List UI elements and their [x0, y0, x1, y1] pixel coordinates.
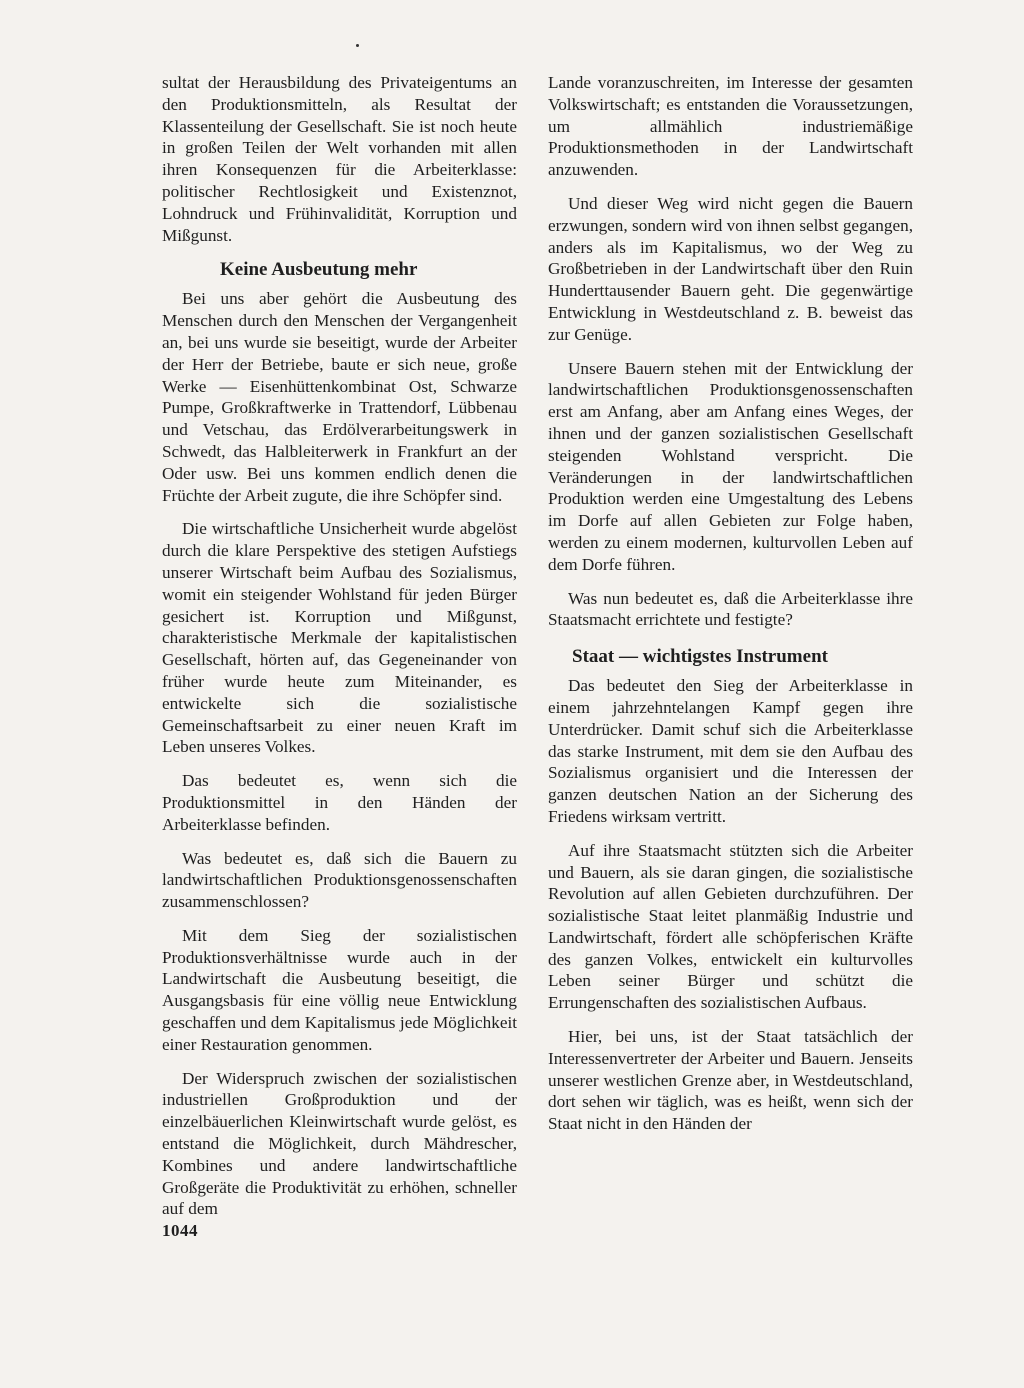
paragraph: Der Widerspruch zwischen der sozialistischen industriellen Großproduktion und der einzelbäuerlichen Kleinwirtschaft wurde gelöst, es entstand die Möglichkeit, durch Mähdrescher, Kombines und andere landwirtschaftliche Großgeräte die Produktivität zu erhöhen, schneller auf dem [162, 1068, 517, 1219]
paragraph: Was nun bedeutet es, daß die Arbeiterklasse ihre Staatsmacht errichtete und festigte? [548, 588, 913, 630]
paragraph: Das bedeutet es, wenn sich die Produktionsmittel in den Händen der Arbeiterklasse befinden. [162, 771, 517, 834]
paragraph: Das bedeutet den Sieg der Arbeiterklasse in einem jahrzehntelangen Kampf gegen ihre Unterdrücker. Damit schuf sich die Arbeiterklasse das starke Instrument, mit dem sie den Aufbau des Sozialismus organisiert und die Interessen der ganzen deutschen Nation an der Sicherung des Friedens wirksam vertritt. [548, 676, 913, 826]
page-number: 1044 [162, 1221, 198, 1240]
paragraph: sultat der Herausbildung des Privateigentums an den Produktionsmitteln, als Resultat der Klassenteilung der Gesellschaft. Sie ist noch heute in großen Teilen der Welt vorhanden mit allen ihren Konsequenzen für die Arbeiterklasse: politischer Rechtlosigkeit und Existenznot, Lohndruck und Frühinvalidität, Korruption und Mißgunst. [162, 73, 517, 245]
paragraph: Und dieser Weg wird nicht gegen die Bauern erzwungen, sondern wird von ihnen selbst gegangen, anders als im Kapitalismus, wo der Weg zu Großbetrieben in der Landwirtschaft über den Ruin Hunderttausender Bauern geht. Die gegenwärtige Entwicklung in Westdeutschland z. B. beweist das zur Genüge. [548, 193, 913, 344]
paragraph: Auf ihre Staatsmacht stützten sich die Arbeiter und Bauern, als sie daran gingen, die sozialistische Revolution auf allen Gebieten durchzuführen. Der sozialistische Staat leitet planmäßig Industrie und Landwirtschaft, fördert alle schöpferischen Kräfte des ganzen Volkes, entwickelt ein kulturvolles Leben seiner Bürger und schützt die Errungenschaften des sozialistischen Aufbaus. [548, 840, 913, 1013]
section-heading: Keine Ausbeutung mehr [220, 259, 418, 281]
paragraph: Bei uns aber gehört die Ausbeutung des Menschen durch den Menschen der Vergangenheit an, bei uns wurde sie beseitigt, wurde der Arbeiter der Herr der Betriebe, baute er sich neue, große Werke — Eisenhüttenkombinat Ost, Schwarze Pumpe, Großkraftwerke in Trattendorf, Lübbenau und Vetschau, das Erdölverarbeitungswerk in Schwedt, das Halbleiterwerk in Frankfurt an der Oder usw. Bei uns kommen endlich denen die Früchte der Arbeit zugute, die ihre Schöpfer sind. [162, 289, 517, 505]
right-column [548, 72, 913, 1147]
paragraph: Mit dem Sieg der sozialistischen Produktionsverhältnisse wurde auch in der Landwirtschaft die Ausbeutung beseitigt, die Ausgangsbasis für eine völlig neue Entwicklung geschaffen und dem Kapitalismus jede Möglichkeit einer Restauration genommen. [162, 925, 517, 1054]
paragraph: Was bedeutet es, daß sich die Bauern zu landwirtschaftlichen Produktionsgenossenschaften zusammenschlossen? [162, 848, 517, 912]
paragraph: Die wirtschaftliche Unsicherheit wurde abgelöst durch die klare Perspektive des stetigen Aufstiegs unserer Wirtschaft beim Aufbau des Sozialismus, womit ein steigender Wohlstand für jeden Bürger gesichert ist. Korruption und Mißgunst, charakteristische Merkmale der kapitalistischen Gesellschaft, hörten auf, das Gegeneinander von früher wurde heute zum Miteinander, es entwickelte sich die sozialistische Gemeinschaftsarbeit zu einer neuen Kraft im Leben unseres Volkes. [162, 519, 517, 757]
paragraph: Unsere Bauern stehen mit der Entwicklung der landwirtschaftlichen Produktionsgenossenschaften erst am Anfang, aber am Anfang eines Weges, der ihnen und der ganzen sozialistischen Gesellschaft steigenden Wohlstand verspricht. Die Veränderungen in der landwirtschaftlichen Produktion werden eine Umgestaltung des Lebens im Dorfe auf allen Gebieten zur Folge haben, werden zu einem modernen, kulturvollen Leben auf dem Dorfe führen. [548, 358, 913, 574]
section-heading: Staat — wichtigstes Instrument [572, 646, 828, 668]
paragraph: Lande voranzuschreiten, im Interesse der gesamten Volkswirtschaft; es entstanden die Voraussetzungen, um allmählich industriemäßige Produktionsmethoden in der Landwirtschaft anzuwenden. [548, 73, 913, 180]
left-column [162, 72, 517, 1232]
paragraph: Hier, bei uns, ist der Staat tatsächlich der Interessenvertreter der Arbeiter und Bauern. Jenseits unserer westlichen Grenze aber, in Westdeutschland, dort sehen wir täglich, was es heißt, wenn sich der Staat nicht in den Händen der [548, 1027, 913, 1134]
ink-speck [356, 44, 359, 47]
